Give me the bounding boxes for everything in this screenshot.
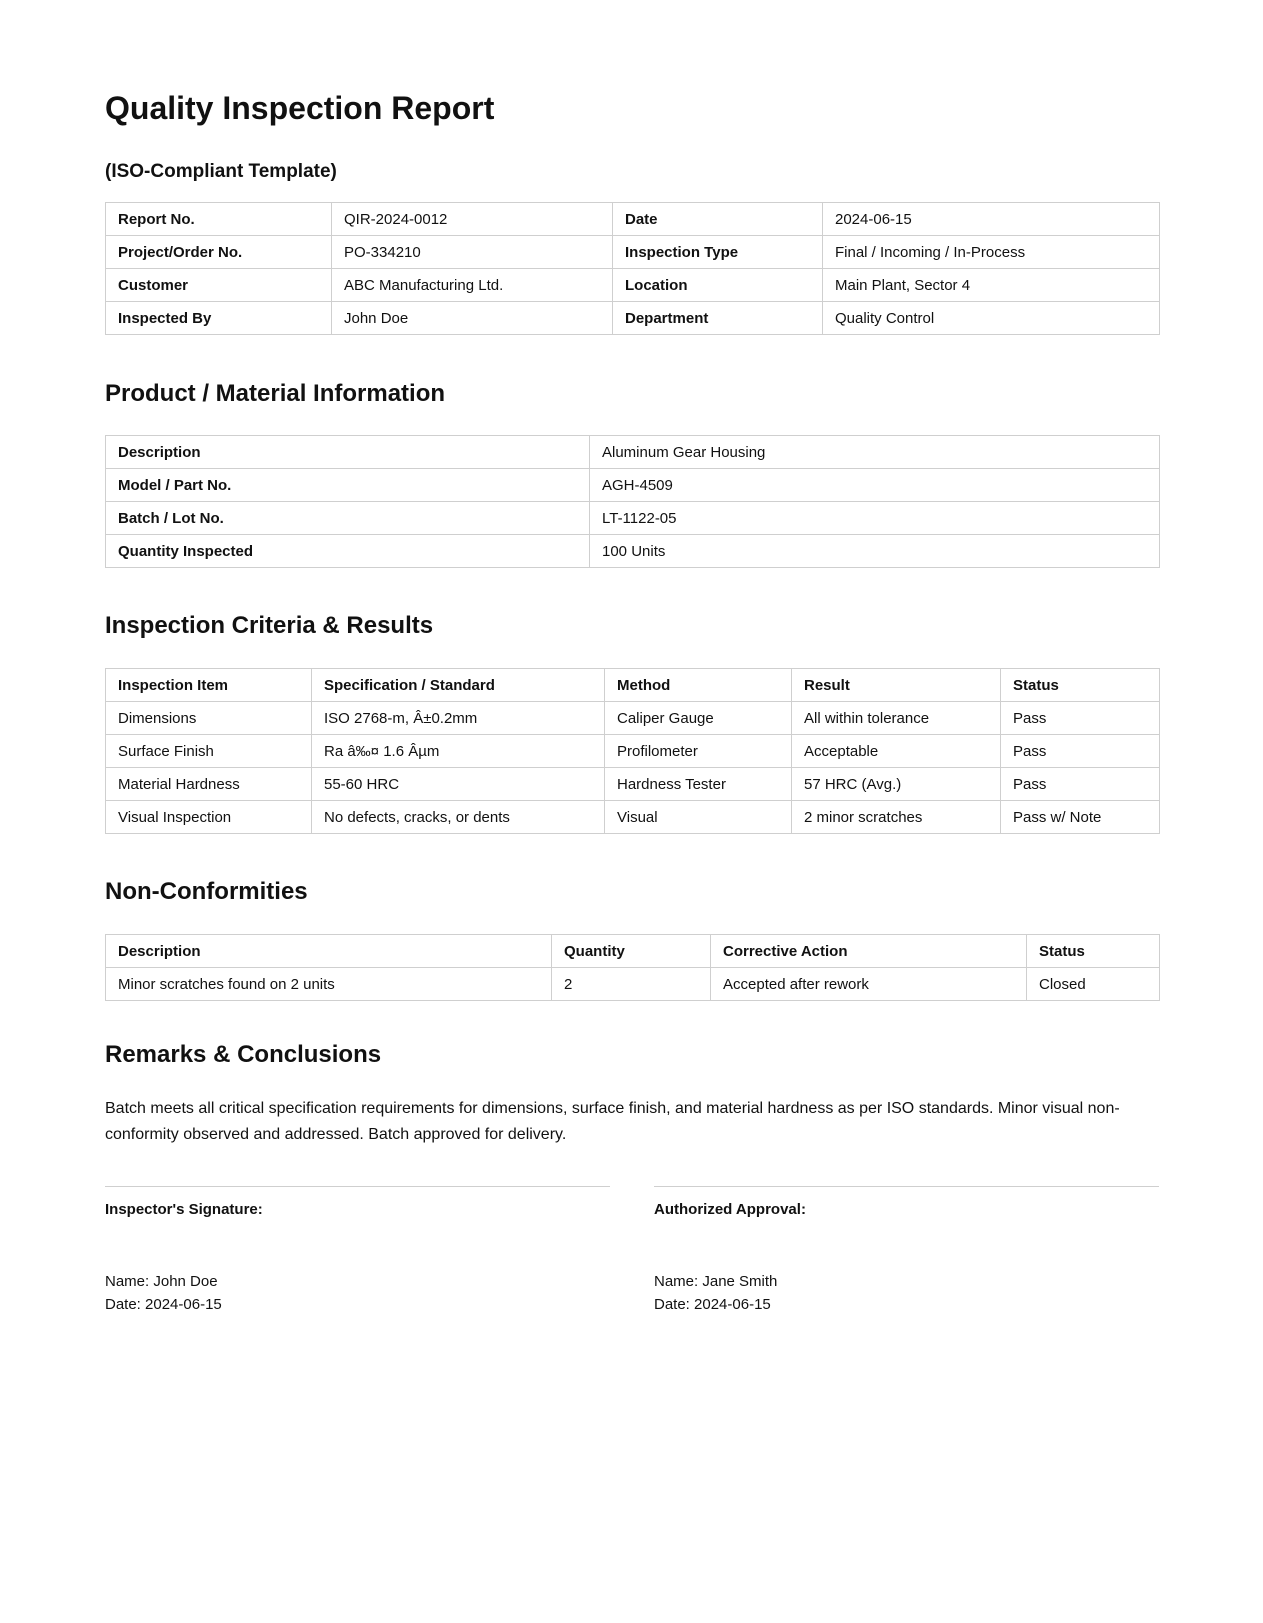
product-section-heading: Product / Material Information [105, 380, 446, 407]
status-cell: Pass [1001, 768, 1160, 801]
inspected-by-label: Inspected By [106, 302, 332, 335]
table-header-row [106, 669, 1160, 702]
approval-signature-block [654, 1186, 1159, 1313]
remarks-text: Batch meets all critical specification requirements for dimensions, surface finish, and material hardness as per ISO standards. Minor visual non-conformity observed and addressed. Batch approved for delivery. [105, 1100, 1120, 1143]
table-row [106, 203, 1160, 236]
status-cell: Pass [1001, 702, 1160, 735]
column-header: Quantity [552, 935, 711, 968]
column-header: Status [1027, 935, 1160, 968]
status-cell: Pass w/ Note [1001, 801, 1160, 834]
quantity-inspected-value: 100 Units [590, 535, 1160, 568]
inspector-signature-block [105, 1186, 610, 1313]
model-part-value: AGH-4509 [590, 469, 1160, 502]
department-value: Quality Control [823, 302, 1160, 335]
model-part-label: Model / Part No. [106, 469, 590, 502]
remarks-section-heading: Remarks & Conclusions [105, 1041, 382, 1068]
location-label: Location [613, 269, 823, 302]
table-row [106, 236, 1160, 269]
column-header: Corrective Action [711, 935, 1027, 968]
table-row [106, 436, 1160, 469]
table-cell: Hardness Tester [605, 768, 792, 801]
column-header: Method [605, 669, 792, 702]
criteria-table [105, 668, 1160, 834]
table-row [106, 801, 1160, 834]
inspection-type-label: Inspection Type [613, 236, 823, 269]
table-row [106, 735, 1160, 768]
table-cell: ISO 2768-m, Â±0.2mm [312, 702, 605, 735]
table-cell: Profilometer [605, 735, 792, 768]
table-row [106, 702, 1160, 735]
table-row [106, 968, 1160, 1001]
column-header: Status [1001, 669, 1160, 702]
batch-lot-label: Batch / Lot No. [106, 502, 590, 535]
status-cell: Pass [1001, 735, 1160, 768]
table-cell: 2 [552, 968, 711, 1001]
date-value: 2024-06-15 [823, 203, 1160, 236]
column-header: Description [106, 935, 552, 968]
column-header: Inspection Item [106, 669, 312, 702]
approver-date: Date: 2024-06-15 [654, 1296, 771, 1313]
table-row [106, 535, 1160, 568]
column-header: Specification / Standard [312, 669, 605, 702]
product-description-value: Aluminum Gear Housing [590, 436, 1160, 469]
nonconformities-table [105, 934, 1160, 1001]
inspector-name: Name: John Doe [105, 1273, 218, 1290]
product-description-label: Description [106, 436, 590, 469]
department-label: Department [613, 302, 823, 335]
quantity-inspected-label: Quantity Inspected [106, 535, 590, 568]
page-subtitle: (ISO-Compliant Template) [105, 161, 337, 182]
table-cell: 57 HRC (Avg.) [792, 768, 1001, 801]
table-cell: 2 minor scratches [792, 801, 1001, 834]
table-cell: All within tolerance [792, 702, 1001, 735]
approver-name: Name: Jane Smith [654, 1273, 778, 1290]
table-header-row [106, 935, 1160, 968]
project-order-label: Project/Order No. [106, 236, 332, 269]
page-title: Quality Inspection Report [105, 90, 495, 126]
product-info-table [105, 435, 1160, 568]
table-row [106, 469, 1160, 502]
table-cell: 55-60 HRC [312, 768, 605, 801]
approval-signature-label: Authorized Approval: [654, 1201, 806, 1218]
table-cell: Material Hardness [106, 768, 312, 801]
inspector-date: Date: 2024-06-15 [105, 1296, 222, 1313]
table-row [106, 269, 1160, 302]
table-cell: Accepted after rework [711, 968, 1027, 1001]
status-cell: Closed [1027, 968, 1160, 1001]
table-cell: Visual [605, 801, 792, 834]
table-cell: Ra â‰¤ 1.6 Âµm [312, 735, 605, 768]
table-cell: Minor scratches found on 2 units [106, 968, 552, 1001]
project-order-value: PO-334210 [332, 236, 613, 269]
report-no-label: Report No. [106, 203, 332, 236]
table-row [106, 768, 1160, 801]
customer-value: ABC Manufacturing Ltd. [332, 269, 613, 302]
column-header: Result [792, 669, 1001, 702]
table-cell: Visual Inspection [106, 801, 312, 834]
nonconformities-section-heading: Non-Conformities [105, 878, 308, 905]
batch-lot-value: LT-1122-05 [590, 502, 1160, 535]
customer-label: Customer [106, 269, 332, 302]
inspector-signature-label: Inspector's Signature: [105, 1201, 263, 1218]
table-cell: Caliper Gauge [605, 702, 792, 735]
table-row [106, 502, 1160, 535]
report-header-table [105, 202, 1160, 335]
inspection-type-value: Final / Incoming / In-Process [823, 236, 1160, 269]
date-label: Date [613, 203, 823, 236]
table-cell: Dimensions [106, 702, 312, 735]
table-row [106, 302, 1160, 335]
location-value: Main Plant, Sector 4 [823, 269, 1160, 302]
table-cell: No defects, cracks, or dents [312, 801, 605, 834]
table-cell: Surface Finish [106, 735, 312, 768]
inspected-by-value: John Doe [332, 302, 613, 335]
report-no-value: QIR-2024-0012 [332, 203, 613, 236]
criteria-section-heading: Inspection Criteria & Results [105, 612, 434, 639]
table-cell: Acceptable [792, 735, 1001, 768]
